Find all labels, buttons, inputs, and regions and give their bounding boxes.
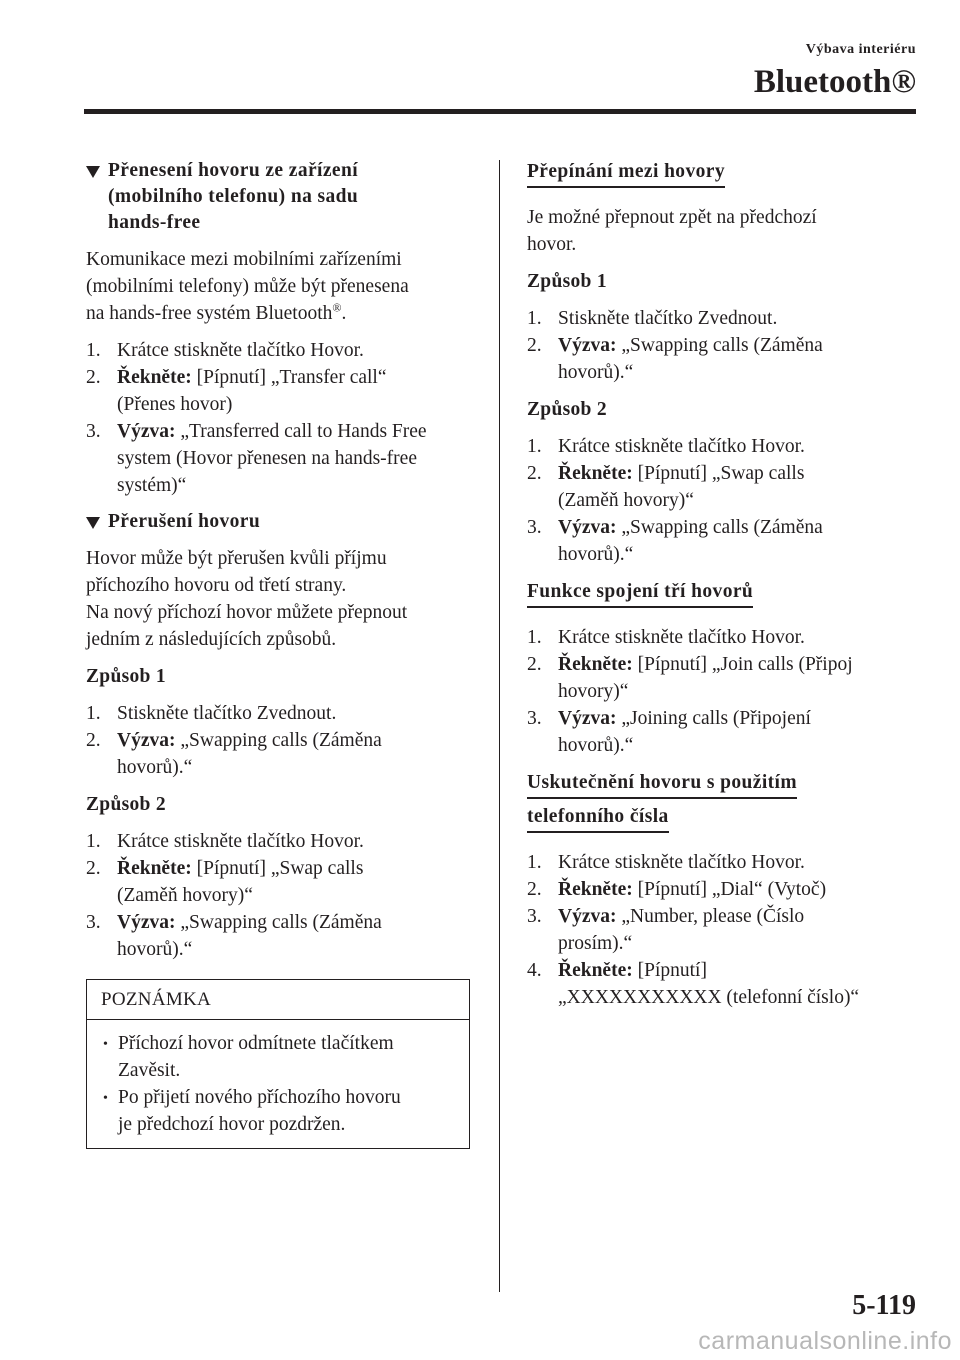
step-text-line [558, 460, 919, 487]
step-text: [Pípnutí] „Dial“ (Vytoč) [632, 879, 827, 900]
text-line: Příchozí hovor odmítnete tlačítkem [118, 1033, 394, 1054]
step-number: 2. [527, 654, 542, 675]
step-text: hovorů).“ [117, 939, 193, 960]
text-line: Komunikace mezi mobilními zařízeními [86, 249, 402, 270]
step-text-line [117, 337, 472, 364]
bullet-dot-icon: • [103, 1091, 108, 1106]
steps-method-2 [86, 828, 472, 963]
step-text: systém)“ [117, 475, 187, 496]
method-1-title: Způsob 1 [86, 666, 166, 687]
step-item [86, 418, 472, 499]
paragraph-interrupt [86, 545, 472, 653]
method-2-title: Způsob 2 [86, 794, 166, 815]
steps-dial-number [527, 849, 919, 1011]
step-label: Řekněte: [558, 463, 633, 484]
step-item [86, 700, 472, 727]
note-bullet [103, 1084, 455, 1138]
step-text: [Pípnutí] „Swap calls [632, 463, 805, 484]
step-item [527, 624, 919, 651]
step-item [527, 849, 919, 876]
watermark: carmanualsonline.info [698, 1327, 952, 1355]
text-line: je předchozí hovor pozdržen. [118, 1114, 346, 1135]
left-column [86, 158, 472, 1149]
step-text: „Swapping calls (Záměna [175, 730, 382, 751]
heading-transfer-call [86, 158, 472, 236]
step-text: (Zaměň hovory)“ [558, 490, 694, 511]
step-text-line [117, 364, 472, 391]
running-header [754, 42, 916, 102]
heading-line: hands-free [108, 212, 201, 233]
step-text-line [117, 855, 472, 882]
text-line: jedním z následujících způsobů. [86, 629, 337, 650]
heading-dial-number [527, 769, 919, 837]
step-text: Krátce stiskněte tlačítko Hovor. [117, 831, 364, 852]
column-divider [499, 160, 500, 1292]
text-line: (mobilními telefony) může být přenesena [86, 276, 409, 297]
step-label: Řekněte: [117, 367, 192, 388]
step-text: hovory)“ [558, 681, 629, 702]
right-column [527, 158, 919, 1021]
step-text-line [117, 700, 472, 727]
step-text: [Pípnutí] [632, 960, 707, 981]
step-item [86, 855, 472, 909]
heading-text: Přerušení hovoru [108, 511, 261, 532]
step-number: 2. [527, 335, 542, 356]
heading-line: Přenesení hovoru ze zařízení [108, 160, 359, 181]
step-text-line [558, 849, 919, 876]
paragraph-transfer [86, 246, 472, 327]
heading-switch-calls [527, 158, 919, 192]
step-item [527, 514, 919, 568]
step-text: „Swapping calls (Záměna [616, 335, 823, 356]
step-number: 1. [86, 703, 101, 724]
step-text-line [558, 514, 919, 541]
step-text-line [117, 882, 472, 909]
step-number: 1. [86, 340, 101, 361]
step-item [527, 305, 919, 332]
bullet-dot-icon: • [103, 1037, 108, 1052]
text-line [86, 300, 472, 327]
text-line: Zavěsit. [118, 1060, 181, 1081]
step-number: 3. [527, 906, 542, 927]
step-text: hovorů).“ [558, 544, 634, 565]
step-label: Výzva: [558, 335, 617, 356]
steps-method-1 [86, 700, 472, 781]
step-text: Krátce stiskněte tlačítko Hovor. [558, 436, 805, 457]
step-label: Výzva: [558, 517, 617, 538]
step-number: 3. [86, 912, 101, 933]
step-text-line [558, 541, 919, 568]
step-text-line [558, 732, 919, 759]
step-text: Krátce stiskněte tlačítko Hovor. [558, 852, 805, 873]
step-text-line [558, 332, 919, 359]
step-text-line [558, 678, 919, 705]
step-item [86, 828, 472, 855]
step-text: „Swapping calls (Záměna [616, 517, 823, 538]
step-text-line [558, 903, 919, 930]
text-line: Na nový příchozí hovor můžete přepnout [86, 602, 408, 623]
text-line: Po přijetí nového příchozího hovoru [118, 1087, 401, 1108]
step-text: Krátce stiskněte tlačítko Hovor. [558, 627, 805, 648]
triangle-marker-icon [86, 509, 108, 535]
step-number: 2. [86, 367, 101, 388]
text-line: příchozího hovoru od třetí strany. [86, 575, 347, 596]
step-number: 2. [527, 463, 542, 484]
step-label: Řekněte: [558, 960, 633, 981]
step-item [527, 705, 919, 759]
step-text-line [117, 472, 472, 499]
step-text: prosím).“ [558, 933, 633, 954]
text-fragment: . [341, 303, 347, 324]
step-text: (Zaměň hovory)“ [117, 885, 253, 906]
step-text-line [117, 727, 472, 754]
step-number: 1. [527, 436, 542, 457]
step-text-line [117, 754, 472, 781]
step-text-line [558, 984, 919, 1011]
step-text: [Pípnutí] „Swap calls [191, 858, 364, 879]
steps-method-2 [527, 433, 919, 568]
note-bullet [103, 1030, 455, 1084]
underlined-heading-line: Přepínání mezi hovory [527, 159, 725, 188]
underlined-heading-line: telefonního čísla [527, 804, 669, 833]
step-label: Řekněte: [117, 858, 192, 879]
underlined-heading-line: Uskutečnění hovoru s použitím [527, 770, 797, 799]
step-item [527, 460, 919, 514]
step-text: „Number, please (Číslo [616, 906, 805, 927]
note-box [86, 979, 470, 1149]
step-label: Výzva: [117, 912, 176, 933]
step-text: Stiskněte tlačítko Zvednout. [117, 703, 337, 724]
steps-join-calls [527, 624, 919, 759]
note-title: POZNÁMKA [87, 980, 469, 1020]
step-text: system (Hovor přenesen na hands-free [117, 448, 417, 469]
step-text: „XXXXXXXXXXX (telefonní číslo)“ [558, 987, 860, 1008]
step-text: (Přenes hovor) [117, 394, 233, 415]
step-text: „Joining calls (Připojení [616, 708, 811, 729]
step-text-line [558, 433, 919, 460]
section-name: Výbava interiéru [805, 42, 916, 57]
step-text-line [558, 957, 919, 984]
step-number: 2. [86, 858, 101, 879]
step-label: Výzva: [558, 906, 617, 927]
text-line: hovor. [527, 234, 577, 255]
note-body [87, 1020, 469, 1148]
steps-transfer [86, 337, 472, 499]
step-label: Výzva: [117, 421, 176, 442]
underlined-heading-line: Funkce spojení tří hovorů [527, 579, 753, 608]
step-text-line [117, 445, 472, 472]
step-number: 3. [86, 421, 101, 442]
step-text-line [558, 487, 919, 514]
chapter-title: Bluetooth® [753, 64, 916, 100]
step-item [527, 332, 919, 386]
step-label: Řekněte: [558, 654, 633, 675]
step-label: Výzva: [117, 730, 176, 751]
step-text-line [117, 828, 472, 855]
step-text-line [117, 391, 472, 418]
step-number: 2. [86, 730, 101, 751]
step-text-line [558, 705, 919, 732]
step-item [527, 651, 919, 705]
step-item [527, 957, 919, 1011]
text-line: Hovor může být přerušen kvůli příjmu [86, 548, 387, 569]
heading-call-interrupt [86, 509, 472, 535]
step-item [527, 876, 919, 903]
step-text-line [558, 359, 919, 386]
step-text-line [558, 651, 919, 678]
step-label: Výzva: [558, 708, 617, 729]
step-number: 3. [527, 517, 542, 538]
step-text: hovorů).“ [558, 362, 634, 383]
step-number: 1. [86, 831, 101, 852]
step-item [86, 727, 472, 781]
step-item [86, 337, 472, 364]
paragraph-switch [527, 204, 919, 258]
step-item [86, 909, 472, 963]
text-fragment: na hands-free systém Bluetooth [86, 303, 333, 324]
step-number: 1. [527, 852, 542, 873]
step-text: hovorů).“ [117, 757, 193, 778]
step-item [527, 903, 919, 957]
page-number: 5-119 [852, 1290, 916, 1321]
step-label: Řekněte: [558, 879, 633, 900]
step-item [86, 364, 472, 418]
step-text-line [117, 909, 472, 936]
step-text: Krátce stiskněte tlačítko Hovor. [117, 340, 364, 361]
registered-mark: ® [332, 300, 342, 315]
step-number: 3. [527, 708, 542, 729]
step-text: [Pípnutí] „Transfer call“ [191, 367, 387, 388]
step-text-line [558, 930, 919, 957]
method-2-title: Způsob 2 [527, 399, 607, 420]
step-text-line [558, 876, 919, 903]
step-number: 1. [527, 627, 542, 648]
text-line: Je možné přepnout zpět na předchozí [527, 207, 817, 228]
steps-method-1 [527, 305, 919, 386]
step-text-line [558, 305, 919, 332]
step-text-line [558, 624, 919, 651]
step-item [527, 433, 919, 460]
triangle-marker-icon [86, 158, 108, 236]
step-text-line [117, 418, 472, 445]
heading-line: (mobilního telefonu) na sadu [108, 186, 359, 207]
step-text: „Swapping calls (Záměna [175, 912, 382, 933]
heading-join-calls [527, 578, 919, 612]
step-text: [Pípnutí] „Join calls (Připoj [632, 654, 853, 675]
step-text-line [117, 936, 472, 963]
step-text: Stiskněte tlačítko Zvednout. [558, 308, 778, 329]
step-number: 2. [527, 879, 542, 900]
method-1-title: Způsob 1 [527, 271, 607, 292]
step-text: hovorů).“ [558, 735, 634, 756]
step-text: „Transferred call to Hands Free [175, 421, 427, 442]
step-number: 4. [527, 960, 542, 981]
step-number: 1. [527, 308, 542, 329]
header-rule [84, 109, 916, 114]
